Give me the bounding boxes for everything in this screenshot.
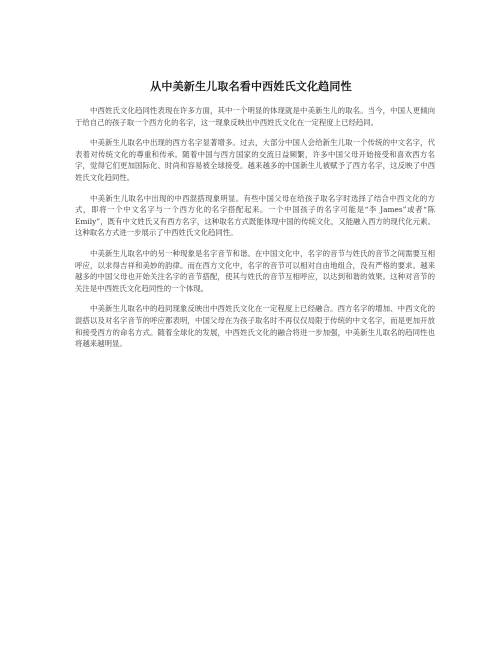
paragraph-4: 中美新生儿取名中的另一种现象是名字音节和谐。在中国文化中，名字的音节与姓氏的音节之间需要互相呼应，以求得吉祥和美妙的韵律。而在西方文化中，名字的音节可以相对自由地组合，没有严格的要求。越来越多的中国父母也开始关注名字的音节搭配，使其与姓氏的音节互相呼应，以达到和谐的效果。这种对音节的关注是中西姓氏文化趋同性的一个体现。 — [75, 248, 435, 293]
paragraph-2: 中美新生儿取名中出现的西方名字显著增多。过去，大部分中国人会给新生儿取一个传统的中文名字，代表着对传统文化的尊重和传承。随着中国与西方国家的交流日益频繁，许多中国父母开始接受和喜欢西方名字，觉得它们更加国际化、时尚和容易被全球接受。越来越多的中国新生儿被赋予了西方名字，这反映了中西姓氏文化趋同性。 — [75, 138, 435, 182]
document-title: 从中美新生儿取名看中西姓氏文化趋同性 — [150, 80, 352, 93]
paragraph-1: 中西姓氏文化趋同性表现在许多方面，其中一个明显的体现就是中美新生儿的取名。当今，中国人更倾向于给自己的孩子取一个西方化的名字，这一现象反映出中西姓氏文化在一定程度上已经趋同。 — [75, 106, 435, 127]
document-body — [75, 105, 435, 359]
paragraph-5: 中美新生儿取名中的趋同现象反映出中西姓氏文化在一定程度上已经融合。西方名字的增加、中西文化的混搭以及对名字音节的呼应都表明，中国父母在为孩子取名时不再仅仅局限于传统的中文名字，而是更加开放和接受西方的命名方式。随着全球化的发展，中西姓氏文化的融合将进一步加强，中美新生儿取名的趋同性也将越来越明显。 — [75, 304, 435, 349]
paragraph-3: 中美新生儿取名中出现的中西混搭现象明显。有些中国父母在给孩子取名字时选择了结合中西文化的方式，即将一个中文名字与一个西方化的名字搭配起来。一个中国孩子的名字可能是“李 James”或者“陈 Emily”，既有中文姓氏又有西方名字，这种取名方式既能体现中国的传统文化，又能融入西方的现代化元素。这种取名方式进一步展示了中西姓氏文化趋同性。 — [75, 193, 435, 238]
